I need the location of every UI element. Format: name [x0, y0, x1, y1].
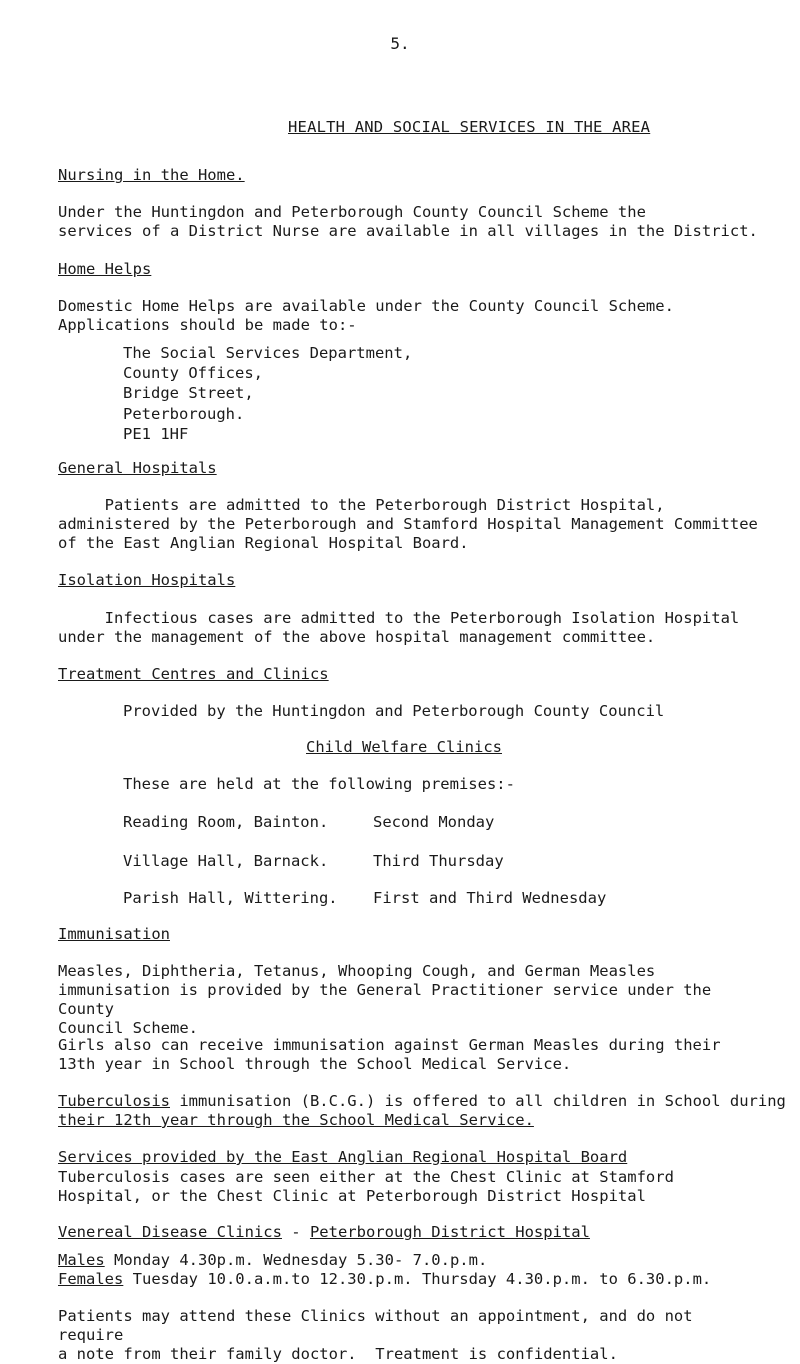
isolation-heading: Isolation Hospitals [58, 571, 236, 589]
address-line: The Social Services Department, [123, 344, 413, 362]
females-label: Females [58, 1270, 124, 1288]
males-line [58, 1251, 487, 1270]
venereal-heading: Venereal Disease Clinics [58, 1223, 282, 1241]
tuberculosis-text: immunisation (B.C.G.) is offered to all children in School during [169, 1092, 786, 1110]
regional-text: Tuberculosis cases are seen either at the Chest Clinic at Stamford Hospital, or the Chest Clinic at Peterborough District Hospital [58, 1168, 674, 1205]
address-block [123, 343, 412, 444]
immunisation-text-1: Measles, Diphtheria, Tetanus, Whooping Cough, and German Measles immunisation is provided by the General Practitioner service under the County Council Scheme. [58, 962, 712, 1037]
venereal-heading-line [58, 1223, 590, 1242]
clinic-place: Reading Room, Bainton. [123, 813, 329, 831]
nursing-text: Under the Huntingdon and Peterborough County Council Scheme the services of a District Nurse are available in all villages in the District. [58, 203, 758, 240]
child-welfare-heading: Child Welfare Clinics [306, 738, 502, 756]
clinic-day: Third Thursday [373, 852, 504, 870]
general-hospitals-text: Patients are admitted to the Peterborough District Hospital, administered by the Peterborough and Stamford Hospital Management Committee of the East Anglian Regional Hospital Board. [58, 496, 758, 552]
venereal-separator: - [281, 1223, 310, 1241]
premises-text: These are held at the following premises:- [123, 775, 515, 793]
females-text: Tuesday 10.0.a.m.to 12.30.p.m. Thursday 4.30.p.m. to 6.30.p.m. [123, 1270, 712, 1288]
nursing-heading: Nursing in the Home. [58, 166, 245, 184]
provided-by-text: Provided by the Huntingdon and Peterborough County Council [123, 702, 665, 720]
general-hospitals-heading: General Hospitals [58, 459, 217, 477]
clinic-day: Second Monday [373, 813, 495, 831]
males-text: Monday 4.30p.m. Wednesday 5.30- 7.0.p.m. [104, 1251, 488, 1269]
tuberculosis-label: Tuberculosis [58, 1092, 170, 1110]
tuberculosis-line [58, 1092, 786, 1111]
venereal-location: Peterborough District Hospital [309, 1223, 590, 1241]
address-line: Bridge Street, [123, 384, 254, 403]
females-line [58, 1270, 711, 1289]
venereal-note: Patients may attend these Clinics without an appointment, and do not require a note from their family doctor. Treatment is confidential. [58, 1307, 693, 1363]
clinic-place: Village Hall, Barnack. [123, 852, 329, 870]
page-title: HEALTH AND SOCIAL SERVICES IN THE AREA [288, 118, 651, 136]
home-helps-heading: Home Helps [58, 260, 152, 278]
tuberculosis-line-2: their 12th year through the School Medical Service. [58, 1111, 534, 1129]
immunisation-text-2: Girls also can receive immunisation against German Measles during their 13th year in School through the School Medical Service. [58, 1036, 721, 1073]
treatment-heading: Treatment Centres and Clinics [58, 665, 329, 683]
page-number: 5. [390, 34, 410, 53]
immunisation-heading: Immunisation [58, 925, 170, 943]
regional-heading: Services provided by the East Anglian Regional Hospital Board [58, 1148, 628, 1166]
males-label: Males [58, 1251, 105, 1269]
clinic-day: First and Third Wednesday [373, 889, 607, 907]
address-line: Peterborough. [123, 404, 245, 423]
isolation-text: Infectious cases are admitted to the Peterborough Isolation Hospital under the management of the above hospital management committee. [58, 609, 740, 646]
home-helps-text: Domestic Home Helps are available under the County Council Scheme. Applications should be made to:- [58, 297, 674, 334]
address-line: PE1 1HF [123, 424, 189, 443]
address-line: County Offices, [123, 364, 263, 383]
clinic-place: Parish Hall, Wittering. [123, 889, 338, 907]
